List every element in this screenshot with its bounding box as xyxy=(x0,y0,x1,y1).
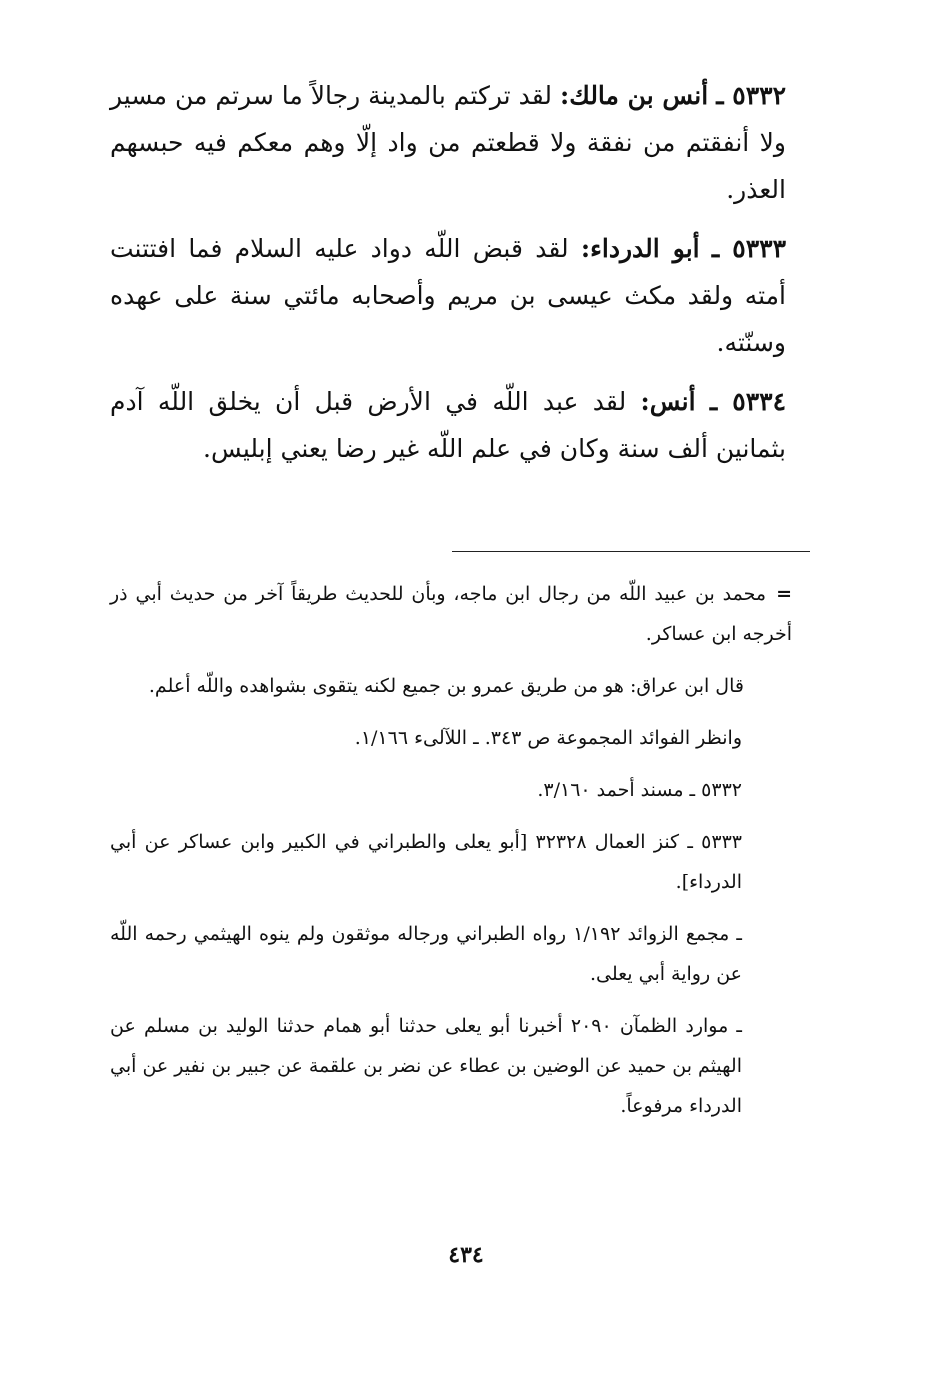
entry-5332 xyxy=(110,72,786,213)
footnote-text: محمد بن عبيد اللّه من رجال ابن ماجه، وبأن للحديث طريقاً آخر من حديث أبي ذر أخرجه ابن عساكر. xyxy=(110,583,792,645)
entry-5334 xyxy=(110,378,786,472)
entry-narrator: أنس بن مالك: xyxy=(560,81,709,110)
entry-text: لقد قبض اللّه دواد عليه السلام فما افتتنت أمته ولقد مكث عيسى بن مريم وأصحابه مائتي سنة على عهده وسنّته. xyxy=(110,234,786,357)
footnote-item: وانظر الفوائد المجموعة ص ٣٤٣. ـ اللآلىء ١/١٦٦. xyxy=(354,727,742,749)
entry-narrator: أبو الدرداء: xyxy=(580,234,700,263)
entry-number: ٥٣٣٣ ـ xyxy=(711,234,787,263)
entry-5333 xyxy=(110,225,786,366)
footnote-item xyxy=(110,574,792,654)
footnote-item: ـ مجمع الزوائد ١/١٩٢ رواه الطبراني ورجاله موثقون ولم ينوه الهيثمي رحمه اللّه عن رواية أبي يعلى. xyxy=(110,923,742,985)
continuation-mark: = xyxy=(776,583,792,605)
entry-number: ٥٣٣٢ ـ xyxy=(716,81,786,110)
main-text xyxy=(110,72,786,484)
footnote-item: ٥٣٣٣ ـ كنز العمال ٣٢٣٢٨ [أبو يعلى والطبراني في الكبير وابن عساكر عن أبي الدرداء]. xyxy=(110,831,742,893)
page-number: ٤٣٤ xyxy=(448,1242,484,1268)
entry-text: لقد تركتم بالمدينة رجالاً ما سرتم من مسير ولا أنفقتم من نفقة ولا قطعتم من واد إلّا وهم معكم فيه حبسهم العذر. xyxy=(110,81,786,204)
entry-text: لقد عبد اللّه في الأرض قبل أن يخلق اللّه آدم بثمانين ألف سنة وكان في علم اللّه غير رضا يعني إبليس. xyxy=(110,387,786,463)
footnote-item: قال ابن عراق: هو من طريق عمرو بن جميع لكنه يتقوى بشواهده واللّه أعلم. xyxy=(148,675,744,697)
footnote-item: ٥٣٣٢ ـ مسند أحمد ٣/١٦٠. xyxy=(537,779,742,801)
entry-number: ٥٣٣٤ ـ xyxy=(709,387,786,416)
footnote-item: ـ موارد الظمآن ٢٠٩٠ أخبرنا أبو يعلى حدثنا أبو همام حدثنا الوليد بن مسلم عن الهيثم بن حميد عن الوضين بن عطاء عن نضر بن علقمة عن جبير بن نفير عن أبي الدرداء مرفوعاً. xyxy=(110,1015,742,1117)
entry-narrator: أنس: xyxy=(640,387,696,416)
footnote-divider xyxy=(452,551,810,552)
footnotes xyxy=(110,574,792,1138)
